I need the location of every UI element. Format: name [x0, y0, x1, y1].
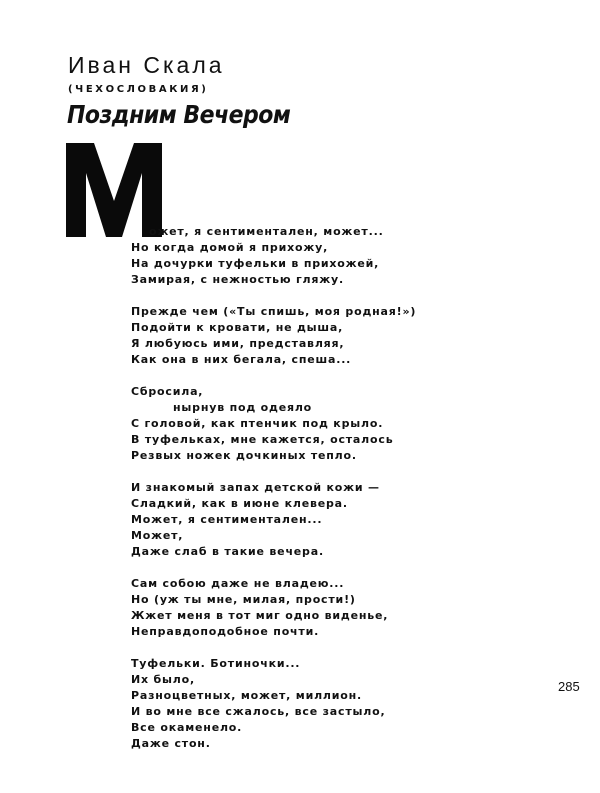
poem-line: Резвых ножек дочкиных тепло. — [131, 449, 357, 462]
stanza-2 — [131, 304, 416, 368]
poem-line: Но когда домой я прихожу, — [131, 241, 329, 254]
poem-line: И знакомый запах детской кожи — — [131, 481, 380, 494]
author-name: Иван Скала — [68, 52, 225, 78]
poem-line: Я любуюсь ими, представляя, — [131, 337, 345, 350]
poem-line: Неправдоподобное почти. — [131, 625, 320, 638]
poem-line: нырнув под одеяло — [173, 401, 313, 414]
page-number: 285 — [558, 679, 580, 694]
poem-line: На дочурки туфельки в прихожей, — [131, 257, 380, 270]
poem-line: С головой, как птенчик под крыло. — [131, 417, 384, 430]
stanza-4 — [131, 480, 416, 560]
poem-line: Разноцветных, может, миллион. — [131, 689, 363, 702]
poem-line: Может, — [131, 529, 184, 542]
poem-line: ожет, я сентиментален, может... — [149, 225, 384, 238]
drop-cap-letter — [66, 143, 162, 237]
poem-line: Прежде чем («Ты спишь, моя родная!») — [131, 305, 417, 318]
poem-line: Их было, — [131, 673, 195, 686]
poem-line: И во мне все сжалось, все застыло, — [131, 705, 386, 718]
stanza-1 — [131, 224, 416, 288]
poem-line: Как она в них бегала, спеша... — [131, 353, 352, 366]
poem-line: Может, я сентиментален... — [131, 513, 323, 526]
poem-line: Сладкий, как в июне клевера. — [131, 497, 348, 510]
poem-line: Туфельки. Ботиночки... — [131, 657, 301, 670]
author-country: (ЧЕХОСЛОВАКИЯ) — [68, 84, 209, 95]
poem-line: Подойти к кровати, не дыша, — [131, 321, 344, 334]
stanza-6 — [131, 656, 416, 752]
poem-line: Замирая, с нежностью гляжу. — [131, 273, 344, 286]
poem-line: В туфельках, мне кажется, осталось — [131, 433, 394, 446]
poem-line: Все окаменело. — [131, 721, 243, 734]
poem-line: Сам собою даже не владею... — [131, 577, 345, 590]
stanza-5 — [131, 576, 416, 640]
poem-body — [131, 224, 416, 768]
poem-line: Но (уж ты мне, милая, прости!) — [131, 593, 356, 606]
poem-line: Жжет меня в тот миг одно виденье, — [131, 609, 389, 622]
poem-line: Сбросила, — [131, 385, 204, 398]
stanza-3 — [131, 384, 416, 464]
poem-line: Даже стон. — [131, 737, 211, 750]
poem-line: Даже слаб в такие вечера. — [131, 545, 324, 558]
poem-title: Поздним Вечером — [67, 101, 291, 130]
